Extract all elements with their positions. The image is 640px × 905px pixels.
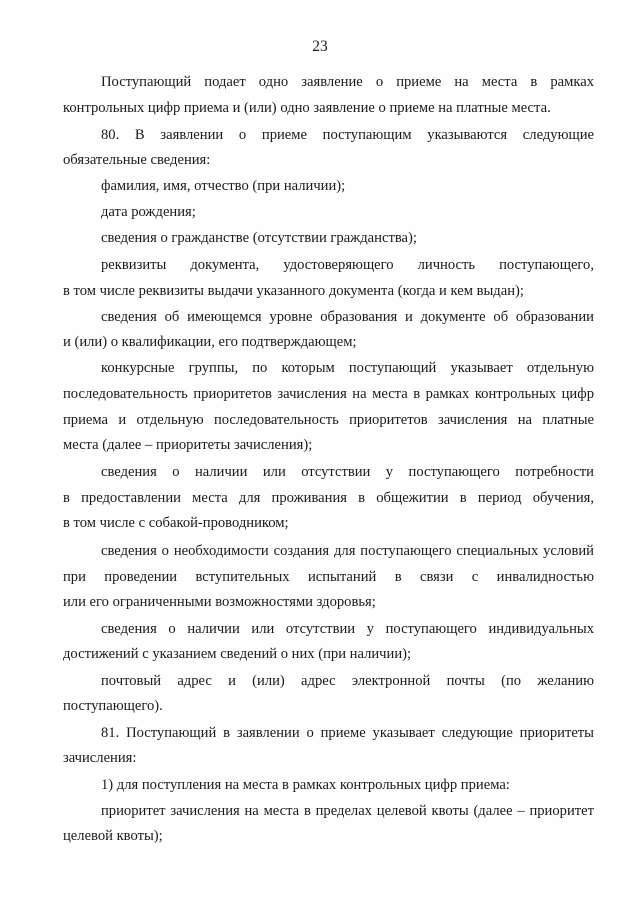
text-line: конкурсные группы, по которым поступающий указывает отдельную <box>101 360 594 376</box>
text-line: сведения о гражданстве (отсутствии гражданства); <box>101 230 417 246</box>
text-line: Поступающий подает одно заявление о приеме на места в рамках <box>101 74 594 90</box>
text-line: сведения о необходимости создания для поступающего специальных условий <box>101 543 594 559</box>
text-line: сведения о наличии или отсутствии у поступающего индивидуальных <box>101 621 594 637</box>
text-line: 80. В заявлении о приеме поступающим указываются следующие <box>101 127 594 143</box>
text-line: сведения об имеющемся уровне образования и документе об образовании <box>101 309 594 325</box>
text-line: контрольных цифр приема и (или) одно заявление о приеме на платные места. <box>63 100 551 116</box>
page-number: 23 <box>312 38 328 55</box>
text-line: достижений с указанием сведений о них (при наличии); <box>63 646 412 662</box>
text-line: приоритет зачисления на места в пределах целевой квоты (далее – приоритет <box>101 803 594 819</box>
text-line: 81. Поступающий в заявлении о приеме указывает следующие приоритеты <box>101 725 594 741</box>
text-line: последовательность приоритетов зачисления на места в рамках контрольных цифр <box>63 386 594 402</box>
text-line: и (или) о квалификации, его подтверждающем; <box>63 334 357 350</box>
text-line: при проведении вступительных испытаний в связи с инвалидностью <box>63 569 594 585</box>
text-line: или его ограниченными возможностями здоровья; <box>63 594 376 610</box>
text-line: почтовый адрес и (или) адрес электронной почты (по желанию <box>101 673 594 689</box>
text-line: в том числе реквизиты выдачи указанного документа (когда и кем выдан); <box>63 283 524 299</box>
text-line: сведения о наличии или отсутствии у поступающего потребности <box>101 464 594 480</box>
text-line: приема и отдельную последовательность приоритетов зачисления на платные <box>63 412 594 428</box>
text-line: 1) для поступления на места в рамках контрольных цифр приема: <box>101 777 510 793</box>
text-line: обязательные сведения: <box>63 152 211 168</box>
text-line: целевой квоты); <box>63 828 163 844</box>
text-line: места (далее – приоритеты зачисления); <box>63 437 313 453</box>
text-line: поступающего). <box>63 698 163 714</box>
text-line: реквизиты документа, удостоверяющего личность поступающего, <box>101 257 594 273</box>
text-line: фамилия, имя, отчество (при наличии); <box>101 178 346 194</box>
text-line: зачисления: <box>63 750 137 766</box>
text-line: в предоставлении места для проживания в общежитии в период обучения, <box>63 490 594 506</box>
text-line: дата рождения; <box>101 204 196 220</box>
text-line: в том числе с собакой-проводником; <box>63 515 289 531</box>
